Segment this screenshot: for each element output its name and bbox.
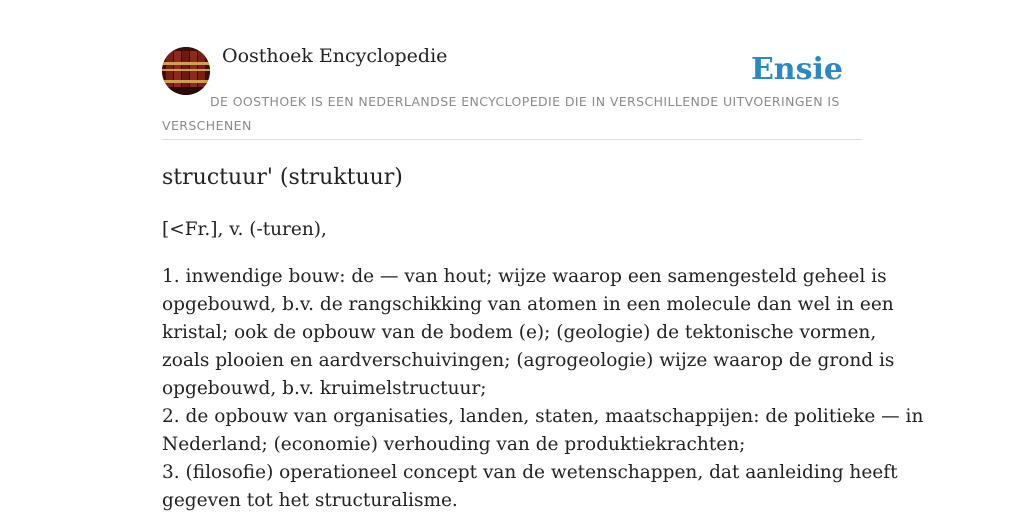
definition-line: opgebouwd, b.v. kruimelstructuur;: [162, 378, 487, 399]
definition-line: Nederland; (economie) verhouding van de produktiekrachten;: [162, 434, 746, 455]
source-description-line1: DE OOSTHOEK IS EEN NEDERLANDSE ENCYCLOPEDIE DIE IN VERSCHILLENDE UITVOERINGEN IS: [210, 94, 840, 109]
definition-line: 3. (filosofie) operationeel concept van de wetenschappen, dat aanleiding heeft: [162, 462, 898, 483]
definition-line: 1. inwendige bouw: de — van hout; wijze waarop een samengesteld geheel is: [162, 266, 887, 287]
header-divider: [162, 139, 862, 140]
source-title[interactable]: Oosthoek Encyclopedie: [222, 45, 448, 67]
source-avatar[interactable]: [162, 47, 210, 95]
definition-line: opgebouwd, b.v. de rangschikking van atomen in een molecule dan wel in een: [162, 294, 894, 315]
encyclopedia-books-icon: [162, 47, 210, 95]
entry-definitions: [162, 263, 924, 512]
entry-etymology: [<Fr.], v. (-turen),: [162, 219, 327, 240]
definition-line: 2. de opbouw van organisaties, landen, staten, maatschappijen: de politieke — in: [162, 406, 924, 427]
ensie-logo-link[interactable]: Ensie: [750, 52, 843, 87]
definition-line: gegeven tot het structuralisme.: [162, 490, 458, 511]
definition-line: kristal; ook de opbouw van de bodem (e); (geologie) de tektonische vormen,: [162, 322, 877, 343]
source-description-line2: VERSCHENEN: [162, 118, 252, 133]
definition-line: zoals plooien en aardverschuivingen; (agrogeologie) wijze waarop de grond is: [162, 350, 895, 371]
entry-title: structuur' (struktuur): [162, 165, 403, 190]
source-description: [162, 90, 862, 138]
page-container: [162, 0, 924, 512]
